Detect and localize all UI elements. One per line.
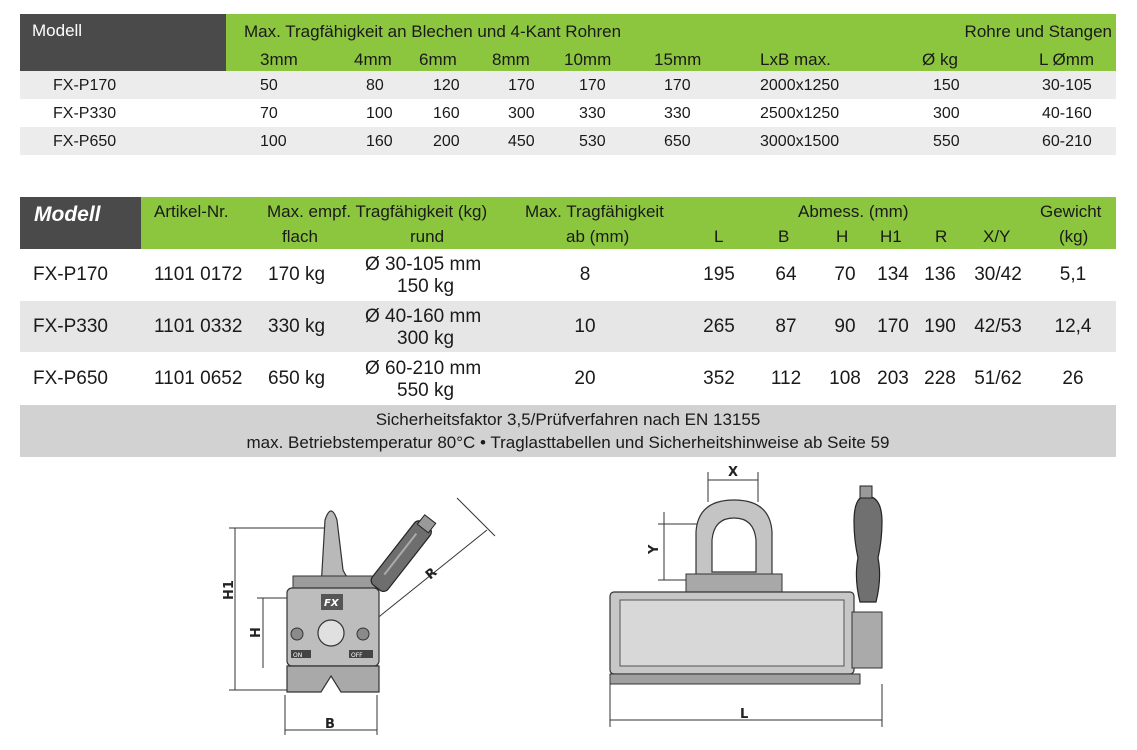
model-cell: FX-P650	[33, 368, 108, 389]
dim-b-cell: 87	[775, 316, 797, 337]
value-cell: 170	[664, 77, 691, 94]
dim-label-l: L	[740, 707, 749, 722]
table-row	[20, 99, 1116, 127]
value-cell: 170	[508, 77, 535, 94]
flat-capacity-cell: 330 kg	[268, 316, 326, 337]
dim-r-header: R	[935, 227, 948, 246]
dim-l-cell: 195	[703, 264, 735, 285]
dim-l-cell: 352	[703, 368, 735, 389]
dim-xy-cell: 42/53	[974, 316, 1022, 337]
table-row	[20, 301, 1116, 353]
dim-label-h1: H1	[222, 580, 237, 600]
weight-unit-header: (kg)	[1059, 227, 1089, 246]
weight-header: Gewicht	[1040, 202, 1102, 221]
front-view-drawing	[600, 462, 900, 745]
footer-temperature-note: max. Betriebstemperatur 80°C • Traglasttabellen und Sicherheitshinweise ab Seite 59	[246, 433, 890, 452]
table-body	[20, 71, 1116, 155]
column-header: 10mm	[564, 50, 612, 69]
dim-h-cell: 90	[834, 316, 856, 337]
model-cell: FX-P650	[53, 133, 117, 150]
weight-cell: 5,1	[1059, 264, 1087, 285]
switch-on-text: ON	[293, 652, 303, 659]
prism-feet	[287, 666, 379, 692]
dim-l-cell: 265	[703, 316, 735, 337]
dim-h-header: H	[836, 227, 849, 246]
value-cell: 160	[366, 133, 393, 150]
value-cell: 150	[933, 77, 960, 94]
table-header	[20, 197, 1116, 249]
article-cell: 1101 0652	[154, 368, 243, 389]
dim-label-h: H	[249, 627, 264, 638]
weight-cell: 12,4	[1054, 316, 1092, 337]
value-cell: 100	[260, 133, 287, 150]
group-title-right: Rohre und Stangen	[964, 22, 1112, 41]
value-cell: 300	[933, 105, 960, 122]
switch-off-text: OFF	[351, 652, 363, 659]
dim-h1-cell: 170	[877, 316, 909, 337]
pole-plate	[610, 674, 860, 684]
table-header	[20, 14, 1116, 71]
dim-label-b: B	[325, 717, 335, 732]
rotor-knob	[318, 620, 344, 646]
value-cell: 2000x1250	[760, 77, 840, 94]
value-cell: 530	[579, 133, 606, 150]
article-header: Artikel-Nr.	[154, 202, 229, 221]
max-capacity-header: Max. Tragfähigkeit	[525, 202, 664, 221]
column-header: 4mm	[354, 50, 392, 69]
value-cell: 100	[366, 105, 393, 122]
table-specifications	[20, 197, 1116, 457]
dim-xy-cell: 51/62	[974, 368, 1022, 389]
bolt	[291, 628, 303, 640]
min-thickness-cell: 8	[579, 264, 591, 285]
eye-base	[686, 574, 782, 592]
dim-xy-header: X/Y	[983, 227, 1011, 246]
table-row	[20, 249, 1116, 301]
model-header: Modell	[20, 14, 226, 71]
from-mm-header: ab (mm)	[566, 227, 630, 246]
value-cell: 650	[664, 133, 691, 150]
table-row	[20, 71, 1116, 99]
dim-r-cell: 190	[924, 316, 956, 337]
dim-r-cell: 136	[924, 264, 956, 285]
handle	[369, 513, 441, 594]
dim-l-header: L	[714, 227, 724, 246]
handle-cap	[860, 486, 872, 498]
rotor-housing	[852, 612, 882, 668]
round-capacity-cell: 150 kg	[397, 276, 455, 297]
round-capacity-cell: 550 kg	[397, 380, 455, 401]
dim-h1-cell: 203	[877, 368, 909, 389]
table-row	[20, 127, 1116, 155]
model-cell: FX-P330	[33, 316, 108, 337]
top-plate	[293, 576, 383, 588]
round-range-cell: Ø 30-105 mm	[365, 254, 482, 275]
value-cell: 70	[260, 105, 278, 122]
table-footer	[20, 405, 1116, 457]
value-cell: 30-105	[1042, 77, 1092, 94]
value-cell: 330	[579, 105, 606, 122]
column-header: 3mm	[260, 50, 298, 69]
column-header: 15mm	[654, 50, 702, 69]
dim-h-cell: 70	[834, 264, 856, 285]
value-cell: 170	[579, 77, 606, 94]
column-header: L Ømm	[1039, 50, 1095, 69]
value-cell: 40-160	[1042, 105, 1092, 122]
footer-safety-note: Sicherheitsfaktor 3,5/Prüfverfahren nach EN 13155	[375, 410, 761, 429]
eye-opening	[712, 518, 756, 572]
table-capacity-sheets	[20, 14, 1116, 155]
value-cell: 120	[433, 77, 460, 94]
min-thickness-cell: 20	[574, 368, 596, 389]
dim-xy-cell: 30/42	[974, 264, 1022, 285]
column-header: 6mm	[419, 50, 457, 69]
value-cell: 3000x1500	[760, 133, 840, 150]
value-cell: 2500x1250	[760, 105, 840, 122]
value-cell: 450	[508, 133, 535, 150]
value-cell: 80	[366, 77, 384, 94]
value-cell: 330	[664, 105, 691, 122]
header-group	[141, 197, 1116, 249]
value-cell: 550	[933, 133, 960, 150]
dimensions-header: Abmess. (mm)	[798, 202, 909, 221]
model-cell: FX-P330	[53, 105, 117, 122]
table-row	[20, 353, 1116, 405]
value-cell: 60-210	[1042, 133, 1092, 150]
logo-text: FX	[324, 598, 339, 609]
side-view-drawing	[222, 480, 525, 745]
model-cell: FX-P170	[33, 264, 108, 285]
column-header: Ø kg	[922, 50, 958, 69]
dim-b-cell: 64	[775, 264, 797, 285]
dim-label-r: R	[422, 565, 441, 584]
dim-b-header: B	[778, 227, 790, 246]
body-panel	[620, 600, 844, 666]
max-recommended-header: Max. empf. Tragfähigkeit (kg)	[267, 202, 488, 221]
dim-h1-header: H1	[880, 227, 902, 246]
value-cell: 200	[433, 133, 460, 150]
flat-capacity-cell: 650 kg	[268, 368, 326, 389]
header-group	[226, 14, 1116, 71]
flat-capacity-cell: 170 kg	[268, 264, 326, 285]
dim-label-x: X	[728, 465, 739, 480]
round-range-cell: Ø 40-160 mm	[365, 306, 482, 327]
model-header: Modell	[20, 197, 141, 249]
handle	[854, 496, 882, 602]
value-cell: 50	[260, 77, 278, 94]
dim-label-y: Y	[647, 544, 662, 554]
dim-h1-cell: 134	[877, 264, 909, 285]
dim-h-cell: 108	[829, 368, 861, 389]
dim-b-cell: 112	[770, 368, 802, 389]
dim-r-cell: 228	[924, 368, 956, 389]
min-thickness-cell: 10	[574, 316, 596, 337]
table-body	[20, 249, 1116, 405]
round-range-cell: Ø 60-210 mm	[365, 358, 482, 379]
weight-cell: 26	[1062, 368, 1084, 389]
article-cell: 1101 0332	[154, 316, 243, 337]
column-header: 8mm	[492, 50, 530, 69]
round-capacity-cell: 300 kg	[397, 328, 455, 349]
round-header: rund	[410, 227, 445, 246]
bolt	[357, 628, 369, 640]
value-cell: 160	[433, 105, 460, 122]
article-cell: 1101 0172	[154, 264, 243, 285]
model-cell: FX-P170	[53, 77, 117, 94]
group-title: Max. Tragfähigkeit an Blechen und 4-Kant Rohren	[244, 22, 622, 41]
value-cell: 300	[508, 105, 535, 122]
column-header: LxB max.	[760, 50, 831, 69]
flat-header: flach	[282, 227, 318, 246]
